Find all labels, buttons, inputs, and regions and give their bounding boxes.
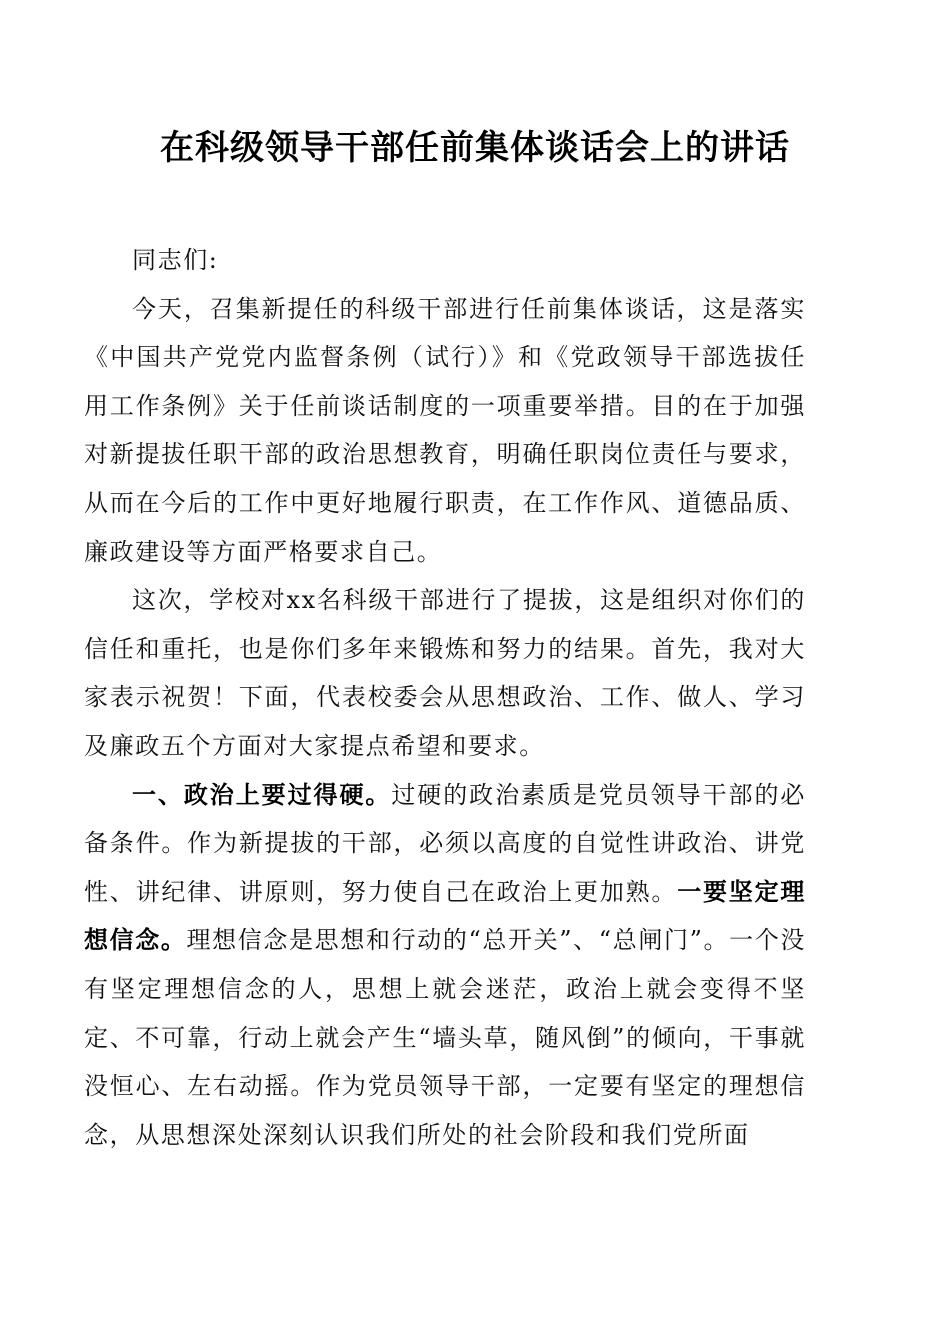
document-body (84, 236, 806, 1159)
document-title: 在科级领导干部任前集体谈话会上的讲话 (160, 128, 790, 168)
subheading-ideals: 一要坚定理想信念。 (84, 876, 806, 955)
paragraph-politics (84, 771, 806, 1160)
salutation: 同志们: (132, 246, 219, 274)
paragraph-ideals-text: 理想信念是思想和行动的“总开关”、“总闸门”。一个没有坚定理想信念的人，思想上就会迷茫，政治上就会变得不坚定、不可靠，行动上就会产生“墙头草，随风倒”的倾向，干事就没恒心、左右动摇。作为党员领导干部，一定要有坚定的理想信念，从思想深处深刻认识我们所处的社会阶段和我们党所面 (84, 926, 806, 1149)
paragraph-congratulations: 这次，学校对xx名科级干部进行了提拔，这是组织对你们的信任和重托，也是你们多年来锻炼和努力的结果。首先，我对大家表示祝贺！下面，代表校委会从思想政治、工作、做人、学习及廉政五个方面对大家提点希望和要求。 (84, 586, 806, 760)
section-heading-politics: 一、政治上要过得硬。 (132, 779, 392, 809)
paragraph-intro: 今天，召集新提任的科级干部进行任前集体谈话，这是落实《中国共产党党内监督条例（试行）》和《党政领导干部选拔任用工作条例》关于任前谈话制度的一项重要举措。目的在于加强对新提拔任职干部的政治思想教育，明确任职岗位责任与要求，从而在今后的工作中更好地履行职责，在工作作风、道德品质、廉政建设等方面严格要求自己。 (84, 294, 806, 566)
paragraph-politics-text: 过硬的政治素质是党员领导干部的必备条件。作为新提拔的干部，必须以高度的自觉性讲政治、讲党性、讲纪律、讲原则，努力使自己在政治上更加熟。 (84, 780, 806, 906)
